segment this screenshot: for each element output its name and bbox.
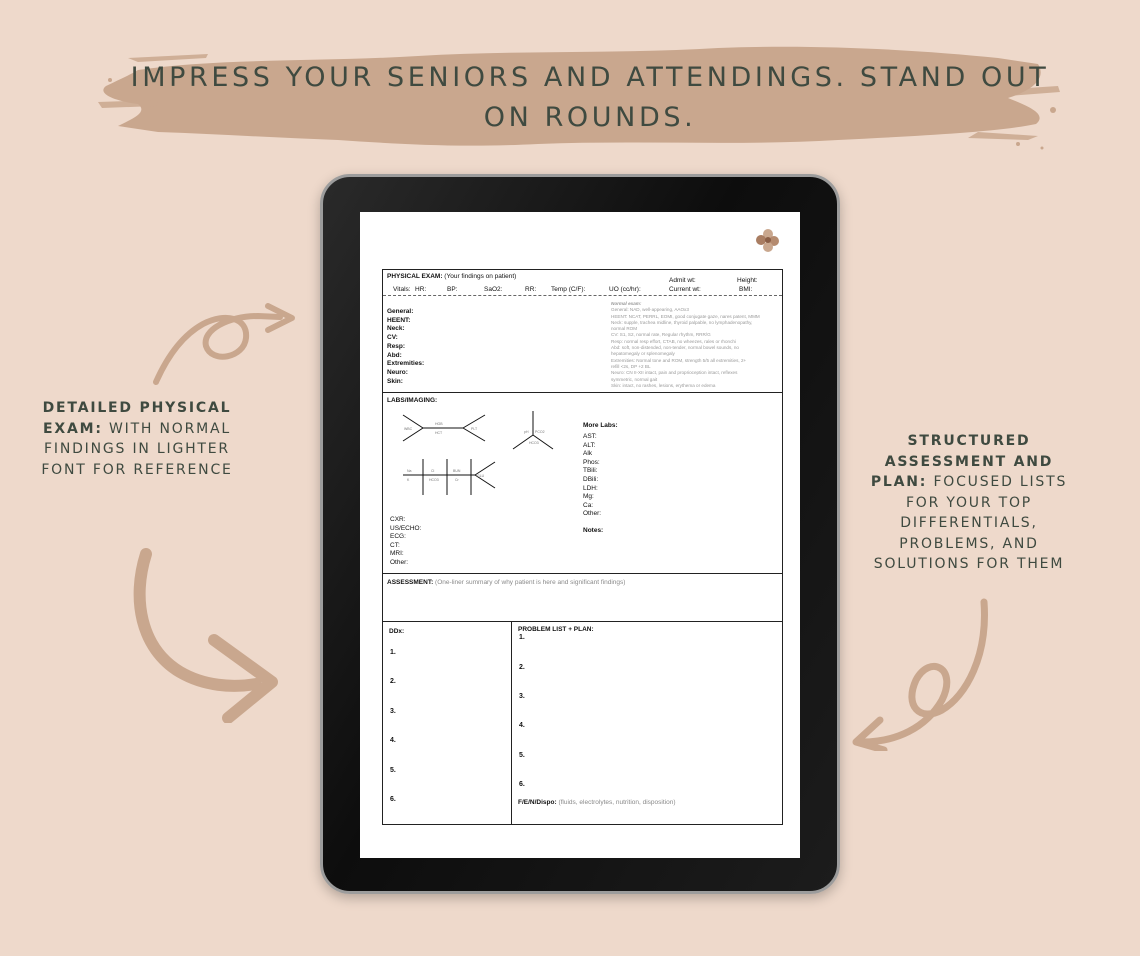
ddx-item-5: 5. <box>390 767 396 774</box>
normal-line: Neck: supple, trachea midline, thyroid palpable, no lymphadenopathy, <box>611 319 753 325</box>
normal-line: Extremities: Normal tone and ROM, strength 5/5 all extremities, 2+ <box>611 357 747 363</box>
curly-arrow-icon <box>846 596 996 751</box>
normal-exam-reference <box>611 301 781 389</box>
normal-line: hepatomegaly or splenomegaly <box>611 351 675 357</box>
imaging-ecg: ECG: <box>390 533 406 541</box>
normal-line: CV: S1, S2, normal rate, Regular rhythm, RRR/G <box>611 332 711 338</box>
bmp-k-label: K <box>407 478 410 482</box>
normal-line: Resp: normal resp effort, CTAB, no wheezes, rales or rhonchi <box>611 338 736 344</box>
plan-item-5: 5. <box>519 752 525 759</box>
lab-ca: Ca: <box>583 501 594 509</box>
curly-arrow-icon <box>148 300 298 390</box>
system-cv: CV: <box>387 334 398 342</box>
cbc-wbc-label: WBC <box>404 427 413 431</box>
cbc-fishbone-diagram <box>399 413 489 443</box>
plan-item-3: 3. <box>519 693 525 700</box>
abg-hco3-label: HCO3 <box>529 441 539 445</box>
normal-line: General: NAD, well-appearing, AAOx3 <box>611 307 689 313</box>
imaging-mri: MRI: <box>390 550 404 558</box>
normal-exam-title: Normal exam: <box>611 301 642 306</box>
notes-label: Notes: <box>583 527 604 534</box>
assessment-section <box>382 573 783 622</box>
system-neuro: Neuro: <box>387 368 408 376</box>
caption-bold-text: DETAILED PHYSICAL EXAM: <box>42 400 232 437</box>
cbc-plt-label: PLT <box>471 427 478 431</box>
plan-item-1: 1. <box>519 634 525 641</box>
ddx-item-2: 2. <box>390 678 396 685</box>
bmp-glu-label: GLU <box>477 474 485 478</box>
system-neck: Neck: <box>387 325 405 333</box>
caption-bold-text: STRUCTURED ASSESSMENT AND PLAN: <box>870 433 1054 490</box>
bmi-label: BMI: <box>739 286 753 293</box>
lab-tbili: TBili: <box>583 467 598 475</box>
plan-item-2: 2. <box>519 664 525 671</box>
bmp-cl-label: Cl <box>431 469 435 473</box>
system-heent: HEENT: <box>387 316 411 324</box>
plan-item-4: 4. <box>519 722 525 729</box>
imaging-ct: CT: <box>390 541 400 549</box>
sao2-label: SaO2: <box>484 286 503 293</box>
lab-mg: Mg: <box>583 493 594 501</box>
flower-logo-icon <box>756 228 780 252</box>
tablet-screen <box>360 212 800 858</box>
system-resp: Resp: <box>387 342 406 350</box>
plan-item-6: 6. <box>519 781 525 788</box>
fen-title: F/E/N/Dispo: <box>518 799 557 806</box>
imaging-cxr: CXR: <box>390 516 406 523</box>
headline: IMPRESS YOUR SENIORS AND ATTENDINGS. STAND OUT ON ROUNDS. <box>130 62 1050 133</box>
imaging-us-echo: US/ECHO: <box>390 524 422 532</box>
admit-wt-label: Admit wt: <box>669 277 696 284</box>
imaging-other: Other: <box>390 558 409 566</box>
vitals-divider <box>383 295 782 296</box>
assessment-hint: (One-liner summary of why patient is here and significant findings) <box>433 579 626 586</box>
assessment-heading <box>387 579 625 587</box>
exam-systems-list <box>387 308 424 386</box>
labs-title: LABS/IMAGING: <box>387 397 438 404</box>
bmp-hco3-label: HCO3 <box>429 478 439 482</box>
bmp-fishbone-diagram <box>401 457 497 497</box>
temp-label: Temp (C/F): <box>551 286 586 293</box>
physical-exam-heading <box>387 273 516 281</box>
cbc-hgb-label: HGB <box>435 422 443 426</box>
physical-exam-caption <box>34 398 240 480</box>
system-abd: Abd: <box>387 351 402 359</box>
plan-title: PROBLEM LIST + PLAN: <box>518 626 594 633</box>
ddx-section <box>382 621 512 825</box>
lab-phos: Phos: <box>583 458 600 466</box>
fen-dispo-line <box>518 799 676 807</box>
lab-dbili: DBili: <box>583 475 599 483</box>
abg-ph-label: pH <box>524 430 529 434</box>
rr-label: RR: <box>525 286 537 293</box>
caption-text: FOCUSED LISTS FOR YOUR TOP DIFFERENTIALS, PROBLEMS, AND SOLUTIONS FOR THEM <box>873 474 1068 572</box>
normal-line: symmetric, normal gait <box>611 376 658 382</box>
normal-line: refill <2s, DP +2 BL <box>611 363 651 369</box>
height-label: Height: <box>737 277 758 284</box>
system-extremities: Extremities: <box>387 360 425 368</box>
bmp-bun-label: BUN <box>453 469 461 473</box>
bmp-cr-label: Cr <box>455 478 459 482</box>
fen-hint: (fluids, electrolytes, nutrition, disposition) <box>556 799 676 806</box>
imaging-list <box>390 516 421 568</box>
lab-ldh: LDH: <box>583 484 598 492</box>
normal-line: Skin: intact, no rashes, lesions, erythema or edema <box>611 382 716 388</box>
vitals-label: Vitals: <box>393 286 411 293</box>
ddx-item-4: 4. <box>390 737 396 744</box>
normal-line: Neuro: CN II-XII intact, pain and proprioception intact, reflexes <box>611 370 738 376</box>
ddx-item-3: 3. <box>390 708 396 715</box>
current-wt-label: Current wt: <box>669 286 701 293</box>
system-skin: Skin: <box>387 377 403 385</box>
labs-imaging-section <box>382 392 783 574</box>
uo-label: UO (cc/hr): <box>609 286 641 293</box>
abg-pco2-label: PCO2 <box>535 430 545 434</box>
caption-text: WITH NORMAL FINDINGS IN LIGHTER FONT FOR REFERENCE <box>41 420 233 478</box>
hr-label: HR: <box>415 286 427 293</box>
assessment-plan-caption <box>862 431 1076 575</box>
physical-exam-subtitle: (Your findings on patient) <box>442 273 517 280</box>
ddx-title: DDx: <box>389 628 405 635</box>
curly-arrow-icon <box>132 548 282 723</box>
system-general: General: <box>387 308 414 315</box>
normal-line: HEENT: NCAT, PERRL, EOMI, good conjugate gaze, nares patent, MMM <box>611 313 760 319</box>
normal-line: Abd: soft, non-distended, non-tender, normal bowel sounds, no <box>611 345 739 351</box>
abg-diagram <box>511 411 555 453</box>
problem-list-section <box>511 621 783 825</box>
more-labs-title: More Labs: <box>583 422 618 429</box>
bp-label: BP: <box>447 286 458 293</box>
normal-line: normal ROM <box>611 326 638 332</box>
lab-other: Other: <box>583 510 602 518</box>
physical-exam-title: PHYSICAL EXAM: <box>387 273 443 280</box>
lab-alk: Alk <box>583 450 593 458</box>
bmp-na-label: Na <box>407 469 412 473</box>
more-labs-list <box>583 433 601 519</box>
ddx-item-6: 6. <box>390 796 396 803</box>
cbc-hct-label: HCT <box>435 431 443 435</box>
lab-ast: AST: <box>583 433 597 440</box>
ddx-item-1: 1. <box>390 649 396 656</box>
physical-exam-section <box>382 269 783 393</box>
lab-alt: ALT: <box>583 441 596 449</box>
assessment-title: ASSESSMENT: <box>387 579 434 586</box>
